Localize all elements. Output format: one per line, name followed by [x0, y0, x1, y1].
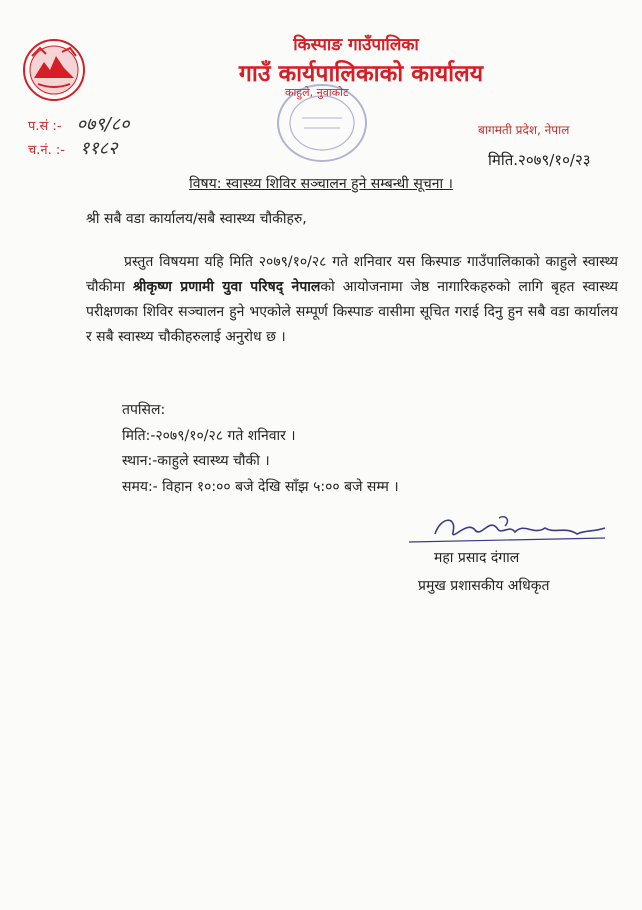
- signer-name: महा प्रसाद दंगाल: [434, 550, 520, 566]
- ref-ps-value: ०७९/८०: [76, 114, 130, 135]
- body-organizer: श्रीकृष्ण प्रणामी युवा परिषद् नेपाल: [132, 279, 321, 295]
- body-paragraph: [86, 250, 618, 350]
- ref-cn: [28, 136, 118, 160]
- salutation: श्री सबै वडा कार्यालय/सबै स्वास्थ्य चौकीहरु,: [86, 211, 307, 227]
- address: काहुले, नुवाकोट: [285, 86, 349, 99]
- details-heading: तपसिल:: [122, 402, 166, 418]
- letter-date: मिति.२०७९/१०/२३: [488, 151, 591, 169]
- body-part1: प्रस्तुत विषयमा यहि मिति २०७९/१०/२८ गते शनिवार यस किस्पाङ गाउँपालिकाको काहुले स्वास्थ्य चौकीमा: [86, 254, 618, 295]
- ref-ps: [28, 112, 129, 136]
- org-name: किस्पाङ गाउँपालिका: [293, 35, 419, 55]
- province: बागमती प्रदेश, नेपाल: [478, 123, 570, 137]
- subject-line: [0, 174, 642, 193]
- ref-cn-label: च.नं. :-: [28, 143, 65, 158]
- details-time: समय:- विहान १०:०० बजे देखि साँझ ५:०० बजे सम्म ।: [122, 478, 399, 495]
- details-place: स्थान:-काहुले स्वास्थ्य चौकी ।: [122, 453, 270, 469]
- ref-ps-label: प.सं :-: [28, 119, 62, 134]
- office-stamp: [272, 78, 372, 168]
- office-name: गाउँ कार्यपालिकाको कार्यालय: [238, 61, 484, 87]
- subject-text: विषय: स्वास्थ्य शिविर सञ्चालन हुने सम्बन्धी सूचना ।: [189, 176, 453, 192]
- body-part2: को आयोजनामा जेष्ठ नागारिकहरुको लागि बृहत स्वास्थ्य परीक्षणका शिविर सञ्चालन हुने भएकोले सम्पूर्ण किस्पाङ वासीमा सूचित गराई दिनु हुन सबै वडा कार्यालय र सबै स्वास्थ्य चौकीहरुलाई अनुरोध छ ।: [86, 279, 618, 345]
- ref-cn-value: ११८२: [80, 138, 118, 159]
- details-date: मिति:-२०७९/१०/२८ गते शनिवार ।: [122, 427, 296, 444]
- signer-title: प्रमुख प्रशासकीय अधिकृत: [418, 578, 550, 594]
- details-block: [122, 398, 399, 500]
